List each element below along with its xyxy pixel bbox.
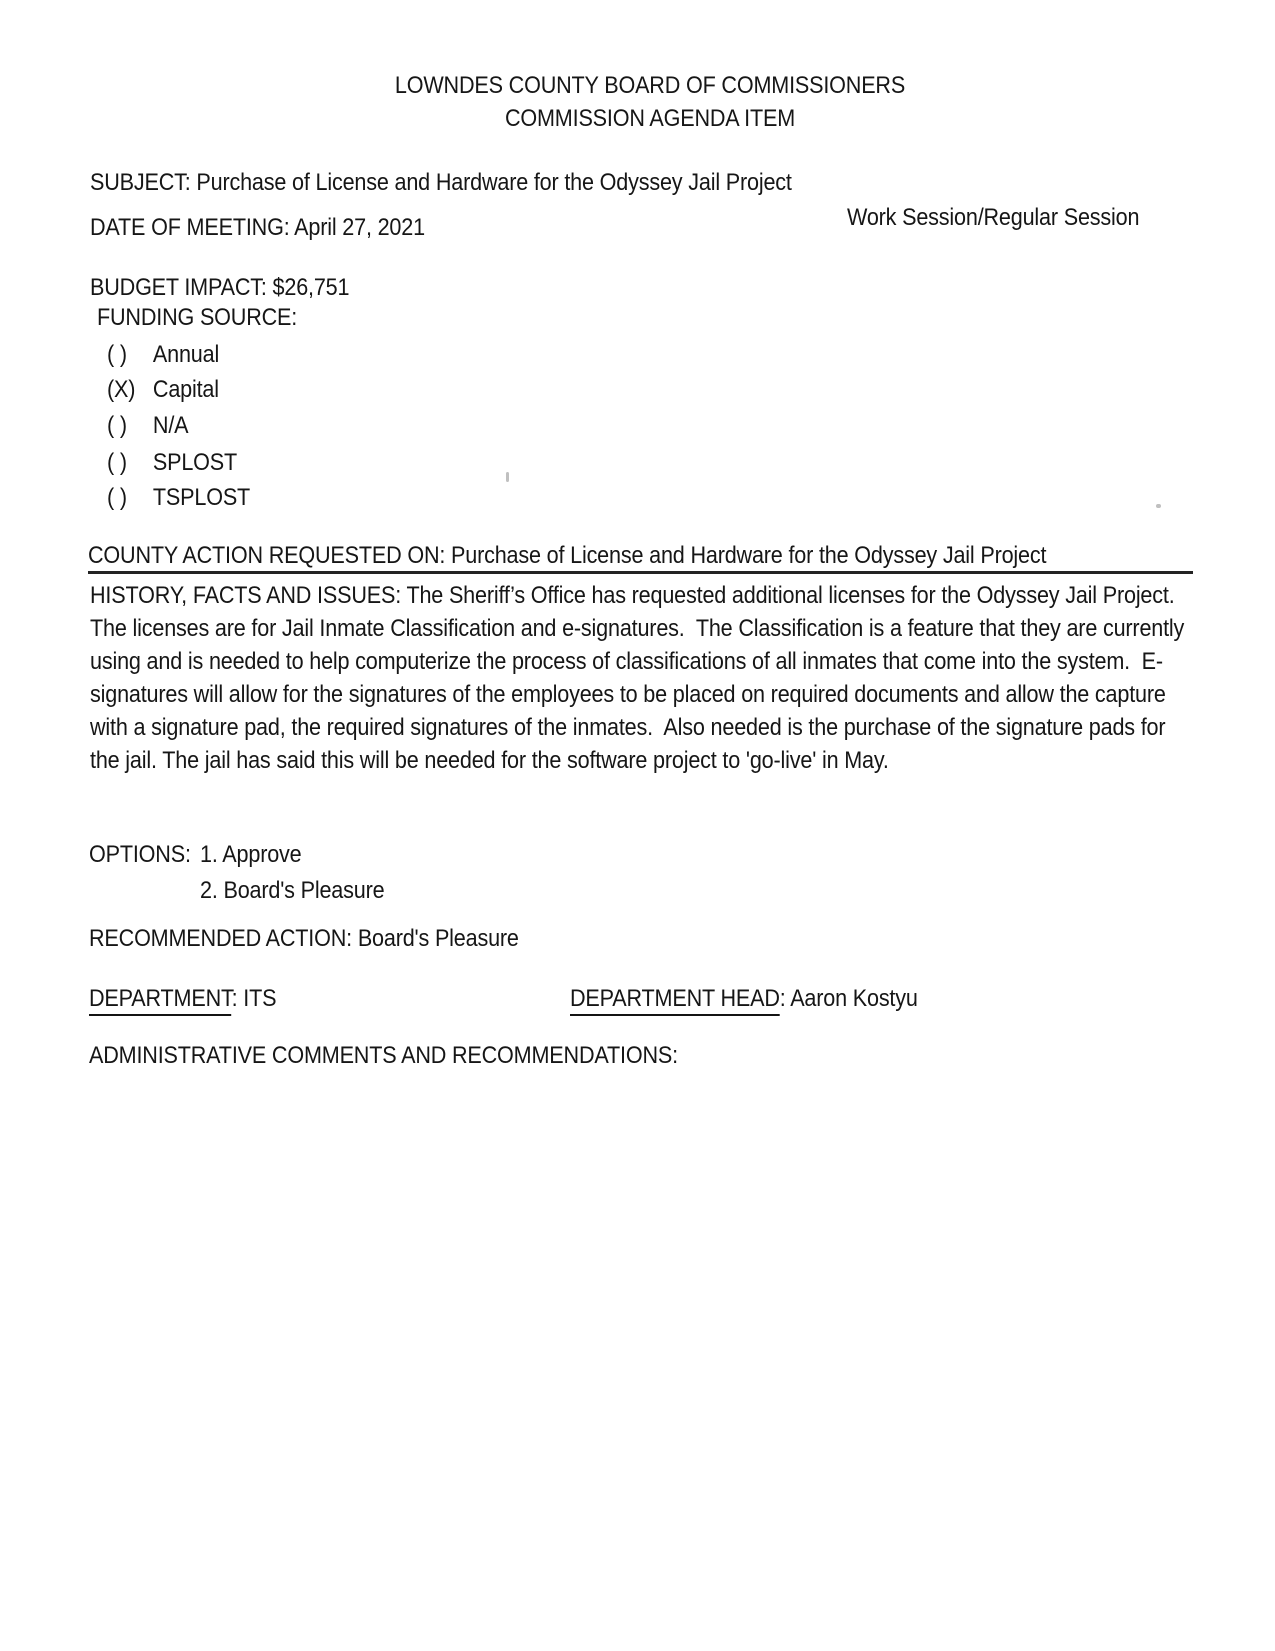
funding-option-annual [107,338,219,371]
option-text: Board's Pleasure [223,877,385,904]
checkbox-tsplost: ( ) [107,484,127,511]
checkbox-capital-checked: (X) [107,376,136,403]
option-number: 2. [200,877,218,904]
department-head-label: DEPARTMENT HEAD [570,985,780,1016]
county-action-line: COUNTY ACTION REQUESTED ON: Purchase of License and Hardware for the Odyssey Jail Project [88,542,1047,569]
funding-option-label: Capital [152,376,219,403]
document-subtitle: COMMISSION AGENDA ITEM [504,105,796,132]
department-label: DEPARTMENT [89,985,232,1016]
funding-option-label: Annual [152,341,220,368]
horizontal-divider-rule [88,571,1193,574]
session-type-line: Work Session/Regular Session [847,204,1140,231]
funding-source-label: FUNDING SOURCE: [97,304,298,331]
funding-option-label: TSPLOST [152,484,251,511]
option-number: 1. [200,841,218,868]
document-title: LOWNDES COUNTY BOARD OF COMMISSIONERS [394,72,906,99]
options-label: OPTIONS: [89,841,191,868]
checkbox-na: ( ) [107,412,127,439]
department-head-line [570,982,918,1015]
funding-option-label: SPLOST [152,449,238,476]
administrative-comments-line: ADMINISTRATIVE COMMENTS AND RECOMMENDATIONS: [89,1042,678,1069]
recommended-action-line: RECOMMENDED ACTION: Board's Pleasure [89,925,519,952]
funding-option-na [107,409,188,442]
history-facts-paragraph: HISTORY, FACTS AND ISSUES: The Sheriff’s Office has requested additional licenses for the Odyssey Jail Project. The licenses are for Jail Inmate Classification and e-signatures. The Classification is a feature that they are currently using and is needed to help computerize the process of classifications of all inmates that come into the system. E-signatures will allow for the signatures of the employees to be placed on required documents and allow the capture with a signature pad, the required signatures of the inmates. Also needed is the purchase of the signature pads for the jail. The jail has said this will be needed for the software project to 'go-live' in May. [90,582,1190,774]
option-1-approve [200,838,302,871]
department-head-value: : Aaron Kostyu [779,985,918,1012]
funding-option-label: N/A [152,412,189,439]
funding-option-capital [107,373,219,406]
scan-artifact-speck [1156,504,1161,508]
checkbox-splost: ( ) [107,449,127,476]
checkbox-annual: ( ) [107,341,127,368]
budget-impact-line: BUDGET IMPACT: $26,751 [90,274,350,301]
scan-artifact-speck [506,472,509,482]
department-value: : ITS [231,985,277,1012]
funding-option-splost [107,446,237,479]
department-line [89,982,276,1015]
date-of-meeting-line: DATE OF MEETING: April 27, 2021 [90,214,425,241]
subject-line: SUBJECT: Purchase of License and Hardware for the Odyssey Jail Project [90,169,792,196]
funding-option-tsplost [107,481,250,514]
option-text: Approve [222,841,302,868]
option-2-boards-pleasure [200,874,384,907]
